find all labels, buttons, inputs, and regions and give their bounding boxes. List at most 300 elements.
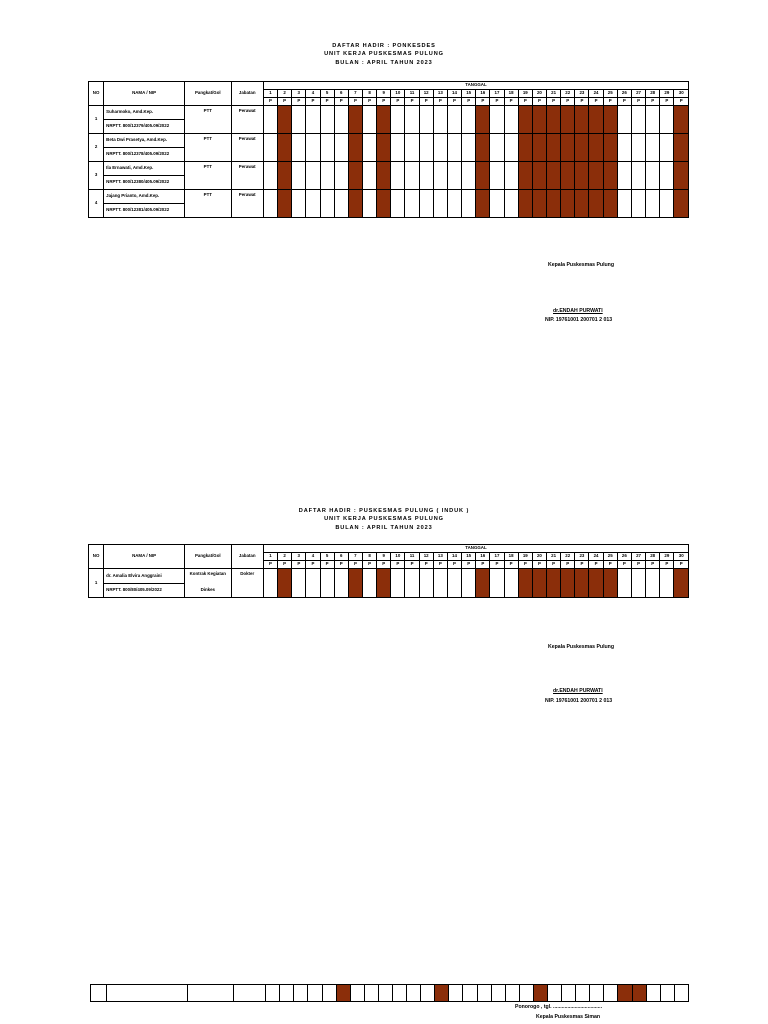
holiday-cell bbox=[603, 134, 617, 162]
day-code: P bbox=[334, 561, 348, 569]
attendance-cell bbox=[320, 106, 334, 134]
header-tanggal: TANGGAL bbox=[263, 82, 688, 90]
day-number: 26 bbox=[617, 553, 631, 561]
holiday-cell bbox=[518, 106, 532, 134]
attendance-cell bbox=[263, 134, 277, 162]
attendance-cell bbox=[320, 569, 334, 598]
title-line: DAFTAR HADIR : PONKESDES bbox=[332, 43, 436, 49]
day-number: 13 bbox=[433, 553, 447, 561]
attendance-cell bbox=[433, 569, 447, 598]
day-number: 28 bbox=[646, 90, 660, 98]
attendance-cell bbox=[391, 569, 405, 598]
day-number: 22 bbox=[561, 90, 575, 98]
attendance-cell bbox=[447, 134, 461, 162]
day-code: P bbox=[631, 98, 645, 106]
attendance-cell bbox=[462, 106, 476, 134]
attendance-cell bbox=[660, 985, 674, 1002]
day-code: P bbox=[476, 98, 490, 106]
holiday-cell bbox=[532, 106, 546, 134]
day-code: P bbox=[603, 561, 617, 569]
employee-nip: NRPTT. 800/12380/405.09/2022 bbox=[104, 176, 185, 190]
attendance-cell bbox=[421, 985, 435, 1002]
day-number: 9 bbox=[377, 553, 391, 561]
place-date: Ponorogo , tgl. .................................. bbox=[515, 1004, 603, 1010]
holiday-cell bbox=[561, 569, 575, 598]
attendance-cell bbox=[334, 190, 348, 218]
employee-row bbox=[89, 190, 689, 204]
attendance-cell bbox=[504, 162, 518, 190]
holiday-cell bbox=[377, 134, 391, 162]
attendance-cell bbox=[504, 569, 518, 598]
day-code: P bbox=[292, 561, 306, 569]
day-code: P bbox=[462, 98, 476, 106]
attendance-cell bbox=[263, 162, 277, 190]
attendance-cell bbox=[306, 162, 320, 190]
holiday-cell bbox=[348, 569, 362, 598]
day-code: P bbox=[377, 98, 391, 106]
day-number: 18 bbox=[504, 553, 518, 561]
day-number: 15 bbox=[462, 90, 476, 98]
attendance-cell bbox=[490, 569, 504, 598]
day-code: P bbox=[391, 561, 405, 569]
holiday-cell bbox=[561, 190, 575, 218]
employee-nip: NRPTT. 800/80/405.09/2022 bbox=[104, 583, 185, 598]
employee-no: 1 bbox=[89, 106, 104, 134]
attendance-cell bbox=[447, 106, 461, 134]
day-number: 6 bbox=[334, 553, 348, 561]
attendance-cell bbox=[320, 162, 334, 190]
attendance-cell bbox=[266, 985, 280, 1002]
holiday-cell bbox=[589, 569, 603, 598]
day-code: P bbox=[405, 561, 419, 569]
attendance-cell bbox=[631, 190, 645, 218]
holiday-cell bbox=[348, 106, 362, 134]
signature-role-2: Kepala Puskesmas Pulung bbox=[548, 644, 615, 650]
attendance-cell bbox=[320, 134, 334, 162]
attendance-cell bbox=[306, 134, 320, 162]
holiday-cell bbox=[518, 190, 532, 218]
attendance-cell bbox=[433, 190, 447, 218]
attendance-cell bbox=[617, 106, 631, 134]
day-number: 30 bbox=[674, 553, 689, 561]
attendance-cell bbox=[447, 162, 461, 190]
attendance-cell bbox=[392, 985, 406, 1002]
employee-pangkat: Kontrak Kegiatan bbox=[185, 569, 232, 584]
holiday-cell bbox=[377, 106, 391, 134]
employee-pangkat: PTT bbox=[185, 134, 232, 148]
employee-name: Jajang Prianto, Amd.Kep. bbox=[104, 190, 185, 204]
attendance-cell bbox=[306, 190, 320, 218]
day-code: P bbox=[447, 561, 461, 569]
employee-jabatan: Perawat bbox=[231, 190, 263, 218]
attendance-cell bbox=[294, 985, 308, 1002]
day-number: 24 bbox=[589, 553, 603, 561]
day-number: 27 bbox=[631, 90, 645, 98]
attendance-cell bbox=[334, 106, 348, 134]
day-code: P bbox=[504, 98, 518, 106]
header-tanggal: TANGGAL bbox=[263, 545, 688, 553]
attendance-cell bbox=[362, 134, 376, 162]
attendance-cell bbox=[617, 134, 631, 162]
day-number: 24 bbox=[589, 90, 603, 98]
day-code: P bbox=[490, 98, 504, 106]
holiday-cell bbox=[632, 985, 646, 1002]
employee-nip: NRPTT. 800/12381/405.09/2022 bbox=[104, 204, 185, 218]
attendance-cell bbox=[590, 985, 604, 1002]
attendance-cell bbox=[660, 569, 674, 598]
signature-nip-2: NIP. 19761001 200701 2 013 bbox=[545, 698, 613, 704]
holiday-cell bbox=[674, 569, 689, 598]
holiday-cell bbox=[547, 134, 561, 162]
holiday-cell bbox=[476, 106, 490, 134]
holiday-cell bbox=[603, 569, 617, 598]
holiday-cell bbox=[589, 190, 603, 218]
day-code: P bbox=[476, 561, 490, 569]
holiday-cell bbox=[603, 162, 617, 190]
holiday-cell bbox=[575, 134, 589, 162]
signature-nip-1: NIP. 19761001 200701 2 013 bbox=[545, 317, 613, 323]
attendance-cell bbox=[391, 134, 405, 162]
attendance-cell bbox=[505, 985, 519, 1002]
attendance-cell bbox=[617, 569, 631, 598]
day-code: P bbox=[617, 561, 631, 569]
day-code: P bbox=[660, 561, 674, 569]
holiday-cell bbox=[348, 162, 362, 190]
attendance-cell bbox=[362, 106, 376, 134]
day-number: 25 bbox=[603, 553, 617, 561]
attendance-cell bbox=[646, 569, 660, 598]
day-number: 2 bbox=[278, 90, 292, 98]
day-code: P bbox=[561, 98, 575, 106]
attendance-cell bbox=[263, 106, 277, 134]
holiday-cell bbox=[575, 190, 589, 218]
holiday-cell bbox=[547, 162, 561, 190]
day-number: 30 bbox=[674, 90, 689, 98]
holiday-cell bbox=[532, 569, 546, 598]
holiday-cell bbox=[476, 569, 490, 598]
day-code: P bbox=[617, 98, 631, 106]
header-jabatan: Jabatan bbox=[231, 545, 263, 569]
attendance-cell bbox=[646, 190, 660, 218]
day-number: 21 bbox=[547, 90, 561, 98]
attendance-cell bbox=[391, 162, 405, 190]
holiday-cell bbox=[603, 106, 617, 134]
employee-jabatan: Perawat bbox=[231, 106, 263, 134]
holiday-cell bbox=[518, 134, 532, 162]
signature-role-3: Kepala Puskesmas Siman bbox=[536, 1014, 601, 1020]
attendance-cell bbox=[674, 985, 688, 1002]
day-number: 17 bbox=[490, 553, 504, 561]
holiday-cell bbox=[674, 134, 689, 162]
day-number: 7 bbox=[348, 90, 362, 98]
attendance-cell bbox=[334, 162, 348, 190]
attendance-cell bbox=[292, 134, 306, 162]
day-number: 11 bbox=[405, 90, 419, 98]
employee-pangkat-2: Dinkes bbox=[185, 583, 232, 598]
day-code: P bbox=[334, 98, 348, 106]
employee-pangkat: PTT bbox=[185, 190, 232, 204]
attendance-cell bbox=[378, 985, 392, 1002]
employee-nip: NRPTT. 800/12379/405.09/2022 bbox=[104, 120, 185, 134]
attendance-cell bbox=[292, 569, 306, 598]
employee-jabatan: Perawat bbox=[231, 162, 263, 190]
holiday-cell bbox=[377, 190, 391, 218]
holiday-cell bbox=[589, 134, 603, 162]
employee-name: Suharmoko, Amd.Kep. bbox=[104, 106, 185, 120]
attendance-cell bbox=[362, 162, 376, 190]
day-number: 10 bbox=[391, 553, 405, 561]
employee-no: 1 bbox=[89, 569, 104, 598]
employee-no: 3 bbox=[89, 162, 104, 190]
attendance-cell bbox=[504, 106, 518, 134]
attendance-cell bbox=[391, 106, 405, 134]
day-code: P bbox=[561, 561, 575, 569]
holiday-cell bbox=[476, 190, 490, 218]
header-jabatan: Jabatan bbox=[231, 82, 263, 106]
signature-name-1: dr.ENDAH PURWATI bbox=[553, 308, 603, 314]
attendance-cell bbox=[263, 569, 277, 598]
attendance-cell bbox=[405, 134, 419, 162]
day-code: P bbox=[377, 561, 391, 569]
attendance-cell bbox=[548, 985, 562, 1002]
attendance-cell bbox=[334, 569, 348, 598]
holiday-cell bbox=[532, 134, 546, 162]
day-number: 27 bbox=[631, 553, 645, 561]
day-number: 19 bbox=[518, 553, 532, 561]
attendance-cell bbox=[292, 162, 306, 190]
attendance-cell bbox=[350, 985, 364, 1002]
day-number: 29 bbox=[660, 90, 674, 98]
attendance-table-1 bbox=[88, 81, 689, 218]
attendance-cell bbox=[364, 985, 378, 1002]
holiday-cell bbox=[278, 134, 292, 162]
day-number: 11 bbox=[405, 553, 419, 561]
header-no: NO bbox=[89, 82, 104, 106]
attendance-cell bbox=[419, 569, 433, 598]
attendance-table-2 bbox=[88, 544, 689, 598]
attendance-cell bbox=[604, 985, 618, 1002]
employee-pangkat: PTT bbox=[185, 162, 232, 176]
attendance-cell bbox=[504, 134, 518, 162]
day-code: P bbox=[518, 98, 532, 106]
employee-row bbox=[89, 162, 689, 176]
day-code: P bbox=[278, 561, 292, 569]
day-number: 16 bbox=[476, 90, 490, 98]
day-code: P bbox=[518, 561, 532, 569]
attendance-cell bbox=[447, 190, 461, 218]
day-code: P bbox=[646, 561, 660, 569]
section-2-title bbox=[0, 507, 768, 532]
attendance-cell bbox=[419, 134, 433, 162]
title-line: BULAN : APRIL TAHUN 2023 bbox=[335, 59, 433, 66]
attendance-cell bbox=[660, 106, 674, 134]
day-number: 8 bbox=[362, 90, 376, 98]
attendance-cell bbox=[320, 190, 334, 218]
employee-jabatan: Perawat bbox=[231, 134, 263, 162]
holiday-cell bbox=[561, 162, 575, 190]
attendance-cell bbox=[407, 985, 421, 1002]
holiday-cell bbox=[518, 569, 532, 598]
partial-row bbox=[91, 985, 689, 1002]
holiday-cell bbox=[278, 162, 292, 190]
attendance-cell bbox=[405, 162, 419, 190]
day-number: 23 bbox=[575, 553, 589, 561]
attendance-cell bbox=[405, 569, 419, 598]
employee-pangkat: PTT bbox=[185, 106, 232, 120]
employee-no: 4 bbox=[89, 190, 104, 218]
attendance-cell bbox=[490, 162, 504, 190]
day-number: 29 bbox=[660, 553, 674, 561]
signature-role-1: Kepala Puskesmas Pulung bbox=[548, 262, 615, 268]
day-number: 3 bbox=[292, 553, 306, 561]
day-code: P bbox=[320, 98, 334, 106]
header-nama-nip: NAMA / NIP bbox=[104, 82, 185, 106]
holiday-cell bbox=[377, 569, 391, 598]
day-number: 15 bbox=[462, 553, 476, 561]
day-code: P bbox=[433, 98, 447, 106]
holiday-cell bbox=[674, 190, 689, 218]
day-number: 4 bbox=[306, 90, 320, 98]
attendance-cell bbox=[463, 985, 477, 1002]
attendance-cell bbox=[631, 162, 645, 190]
holiday-cell bbox=[561, 106, 575, 134]
attendance-cell bbox=[362, 190, 376, 218]
attendance-cell bbox=[631, 569, 645, 598]
day-number: 1 bbox=[263, 553, 277, 561]
day-code: P bbox=[362, 561, 376, 569]
day-number: 17 bbox=[490, 90, 504, 98]
employee-pangkat-2 bbox=[185, 120, 232, 134]
employee-nip: NRPTT. 800/12378/405.09/2022 bbox=[104, 148, 185, 162]
partial-cell bbox=[107, 985, 188, 1002]
attendance-cell bbox=[490, 134, 504, 162]
attendance-cell bbox=[292, 190, 306, 218]
holiday-cell bbox=[278, 106, 292, 134]
day-code: P bbox=[532, 561, 546, 569]
header-no: NO bbox=[89, 545, 104, 569]
attendance-cell bbox=[462, 569, 476, 598]
day-code: P bbox=[631, 561, 645, 569]
title-line: DAFTAR HADIR : PUSKESMAS PULUNG ( INDUK ) bbox=[298, 508, 470, 514]
attendance-cell bbox=[631, 106, 645, 134]
day-number: 20 bbox=[532, 90, 546, 98]
attendance-cell bbox=[617, 162, 631, 190]
day-number: 3 bbox=[292, 90, 306, 98]
holiday-cell bbox=[618, 985, 632, 1002]
employee-jabatan: Dokter bbox=[231, 569, 263, 598]
employee-row bbox=[89, 106, 689, 120]
attendance-table-3 bbox=[90, 984, 689, 1002]
attendance-cell bbox=[419, 190, 433, 218]
employee-name: Ila Ernawati, Amd.Kep. bbox=[104, 162, 185, 176]
header-pangkat: Pangkat/Gol bbox=[185, 545, 232, 569]
header-row bbox=[89, 545, 689, 553]
holiday-cell bbox=[547, 190, 561, 218]
attendance-cell bbox=[449, 985, 463, 1002]
day-code: P bbox=[306, 561, 320, 569]
holiday-cell bbox=[518, 162, 532, 190]
employee-row bbox=[89, 569, 689, 584]
day-code: P bbox=[306, 98, 320, 106]
title-line: UNIT KERJA PUSKESMAS PULUNG bbox=[324, 51, 444, 58]
holiday-cell bbox=[589, 162, 603, 190]
day-code: P bbox=[575, 98, 589, 106]
day-number: 23 bbox=[575, 90, 589, 98]
day-code: P bbox=[263, 561, 277, 569]
holiday-cell bbox=[377, 162, 391, 190]
attendance-cell bbox=[562, 985, 576, 1002]
day-code: P bbox=[348, 561, 362, 569]
title-line: BULAN : APRIL TAHUN 2023 bbox=[335, 524, 433, 531]
attendance-cell bbox=[491, 985, 505, 1002]
employee-pangkat-2 bbox=[185, 176, 232, 190]
attendance-cell bbox=[576, 985, 590, 1002]
header-pangkat: Pangkat/Gol bbox=[185, 82, 232, 106]
day-code: P bbox=[362, 98, 376, 106]
attendance-cell bbox=[477, 985, 491, 1002]
day-code: P bbox=[348, 98, 362, 106]
day-code: P bbox=[320, 561, 334, 569]
partial-cell bbox=[233, 985, 265, 1002]
holiday-cell bbox=[603, 190, 617, 218]
employee-pangkat-2 bbox=[185, 148, 232, 162]
day-number: 5 bbox=[320, 553, 334, 561]
attendance-cell bbox=[433, 106, 447, 134]
day-code: P bbox=[589, 561, 603, 569]
day-number: 13 bbox=[433, 90, 447, 98]
holiday-cell bbox=[278, 190, 292, 218]
holiday-cell bbox=[674, 162, 689, 190]
day-code: P bbox=[674, 561, 689, 569]
day-code: P bbox=[433, 561, 447, 569]
day-number: 16 bbox=[476, 553, 490, 561]
day-code: P bbox=[263, 98, 277, 106]
employee-name: dr. Amalia Elvira Anggraini bbox=[104, 569, 185, 584]
attendance-cell bbox=[646, 985, 660, 1002]
attendance-cell bbox=[263, 190, 277, 218]
holiday-cell bbox=[278, 569, 292, 598]
employee-row bbox=[89, 134, 689, 148]
day-code: P bbox=[575, 561, 589, 569]
attendance-cell bbox=[433, 162, 447, 190]
employee-name: Beta Dwi Prasetya, Amd.Kep. bbox=[104, 134, 185, 148]
attendance-cell bbox=[419, 162, 433, 190]
holiday-cell bbox=[348, 190, 362, 218]
day-number: 22 bbox=[561, 553, 575, 561]
day-number: 25 bbox=[603, 90, 617, 98]
day-number: 1 bbox=[263, 90, 277, 98]
attendance-cell bbox=[308, 985, 322, 1002]
attendance-cell bbox=[419, 106, 433, 134]
attendance-cell bbox=[617, 190, 631, 218]
attendance-cell bbox=[306, 106, 320, 134]
day-code: P bbox=[462, 561, 476, 569]
day-code: P bbox=[603, 98, 617, 106]
attendance-cell bbox=[660, 134, 674, 162]
day-code: P bbox=[391, 98, 405, 106]
day-number: 9 bbox=[377, 90, 391, 98]
day-code: P bbox=[447, 98, 461, 106]
day-code: P bbox=[278, 98, 292, 106]
day-number: 8 bbox=[362, 553, 376, 561]
attendance-cell bbox=[306, 569, 320, 598]
holiday-cell bbox=[547, 569, 561, 598]
day-number: 5 bbox=[320, 90, 334, 98]
attendance-cell bbox=[646, 134, 660, 162]
holiday-cell bbox=[532, 190, 546, 218]
partial-cell bbox=[91, 985, 107, 1002]
day-code: P bbox=[660, 98, 674, 106]
